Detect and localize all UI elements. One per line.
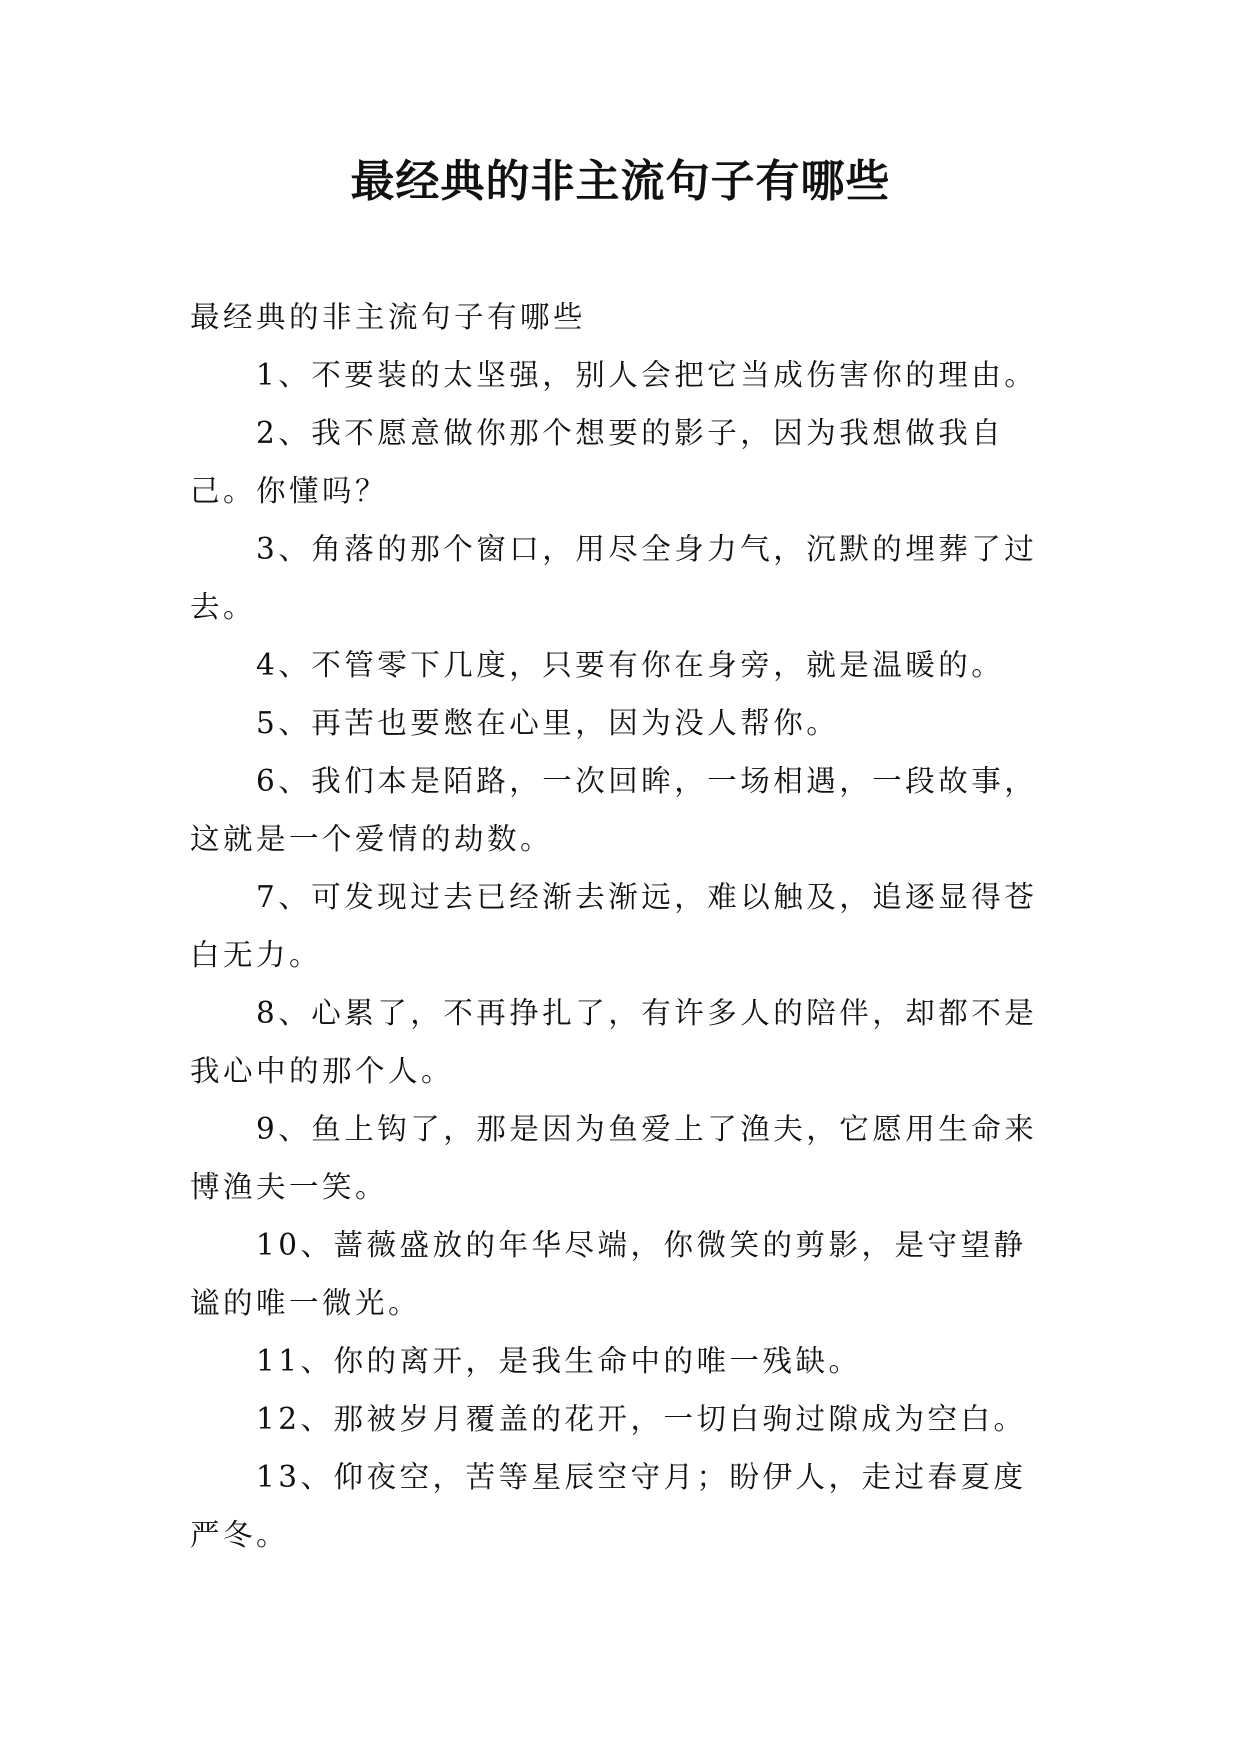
document-subtitle: 最经典的非主流句子有哪些 [190,300,587,334]
list-item: 6、我们本是陌路，一次回眸，一场相遇，一段故事，这就是一个爱情的劫数。 [190,764,1038,856]
list-item: 12、那被岁月覆盖的花开，一切白驹过隙成为空白。 [256,1402,1027,1436]
list-item: 10、蔷薇盛放的年华尽端，你微笑的剪影，是守望静谧的唯一微光。 [190,1228,1027,1320]
document-title: 最经典的非主流句子有哪些 [350,156,891,207]
list-item: 5、再苦也要憋在心里，因为没人帮你。 [256,706,840,740]
list-item: 13、仰夜空，苦等星辰空守月；盼伊人，走过春夏度严冬。 [190,1460,1027,1552]
list-item: 8、心累了，不再挣扎了，有许多人的陪伴，却都不是我心中的那个人。 [190,996,1038,1088]
list-item: 9、鱼上钩了，那是因为鱼爱上了渔夫，它愿用生命来博渔夫一笑。 [190,1112,1038,1204]
list-item: 2、我不愿意做你那个想要的影子，因为我想做我自己。你懂吗？ [190,416,1005,508]
list-item: 4、不管零下几度，只要有你在身旁，就是温暖的。 [256,648,1005,682]
list-item: 11、你的离开，是我生命中的唯一残缺。 [256,1344,862,1378]
list-item: 7、可发现过去已经渐去渐远，难以触及，追逐显得苍白无力。 [190,880,1038,972]
list-item: 1、不要装的太坚强，别人会把它当成伤害你的理由。 [256,358,1038,392]
list-item: 3、角落的那个窗口，用尽全身力气，沉默的埋葬了过去。 [190,532,1038,624]
document-body [190,288,1050,1564]
